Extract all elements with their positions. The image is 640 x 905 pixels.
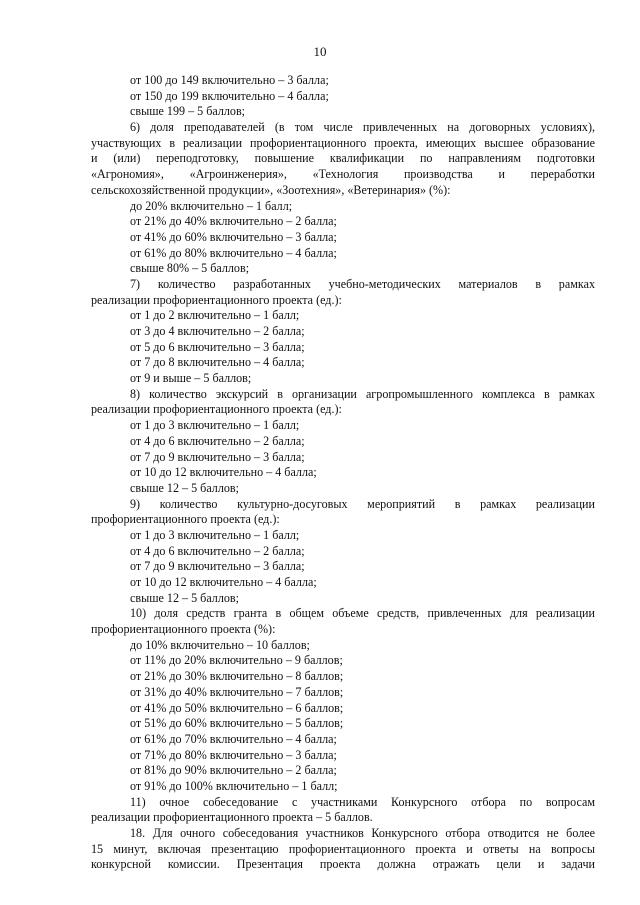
text-line: от 81% до 90% включительно – 2 балла; — [130, 763, 337, 778]
text-line: реализации профориентационного проекта – 5 баллов. — [91, 810, 373, 825]
text-line: конкурсной комиссии. Презентация проекта должна отражать цели и задачи — [91, 857, 595, 872]
text-line: свыше 12 – 5 баллов; — [130, 480, 239, 495]
text-line: «Агрономия», «Агроинженерия», «Технология производства и переработки — [91, 167, 595, 182]
text-line: до 10% включительно – 10 баллов; — [130, 637, 310, 652]
text-line: от 4 до 6 включительно – 2 балла; — [130, 543, 305, 558]
text-line: от 1 до 3 включительно – 1 балл; — [130, 418, 300, 433]
text-line: от 1 до 3 включительно – 1 балл; — [130, 527, 300, 542]
text-line: 6) доля преподавателей (в том числе привлеченных на договорных условиях), — [130, 120, 595, 135]
text-line: от 150 до 199 включительно – 4 балла; — [130, 88, 329, 103]
document-body — [91, 73, 595, 873]
text-line: 8) количество экскурсий в организации агропромышленного комплекса в рамках — [130, 386, 595, 401]
text-line: от 51% до 60% включительно – 5 баллов; — [130, 716, 344, 731]
text-line: сельскохозяйственной продукции», «Зоотехния», «Ветеринария» (%): — [91, 182, 451, 197]
text-line: профориентационного проекта (ед.): — [91, 512, 280, 527]
text-line: от 7 до 9 включительно – 3 балла; — [130, 449, 305, 464]
text-line: 15 минут, включая презентацию профориентационного проекта и ответы на вопросы — [91, 841, 595, 856]
text-line: свыше 12 – 5 баллов; — [130, 590, 239, 605]
text-line: участвующих в реализации профориентационного проекта, имеющих высшее образование — [91, 135, 595, 150]
page-number: 10 — [313, 44, 327, 59]
text-line: от 11% до 20% включительно – 9 баллов; — [130, 653, 343, 668]
text-line: 7) количество разработанных учебно-методических материалов в рамках — [130, 276, 595, 291]
text-line: 18. Для очного собеседования участников Конкурсного отбора отводится не более — [130, 826, 595, 840]
text-line: профориентационного проекта (%): — [91, 622, 276, 637]
text-line: 9) количество культурно-досуговых мероприятий в рамках реализации — [130, 496, 595, 511]
text-line: реализации профориентационного проекта (ед.): — [91, 292, 342, 307]
text-line: от 7 до 8 включительно – 4 балла; — [130, 355, 305, 370]
text-line: от 21% до 40% включительно – 2 балла; — [130, 214, 337, 229]
text-line: от 41% до 60% включительно – 3 балла; — [130, 229, 337, 244]
text-line: от 91% до 100% включительно – 1 балл; — [130, 778, 338, 793]
text-line: 10) доля средств гранта в общем объеме средств, привлеченных для реализации — [130, 606, 595, 621]
text-line: от 4 до 6 включительно – 2 балла; — [130, 433, 305, 448]
text-line: от 31% до 40% включительно – 7 баллов; — [130, 684, 344, 699]
text-line: от 10 до 12 включительно – 4 балла; — [130, 465, 317, 480]
text-line: от 61% до 80% включительно – 4 балла; — [130, 245, 337, 260]
text-line: свыше 80% – 5 баллов; — [130, 261, 250, 276]
text-line: 11) очное собеседование с участниками Конкурсного отбора по вопросам — [130, 794, 595, 809]
text-line: от 71% до 80% включительно – 3 балла; — [130, 747, 337, 762]
text-line: от 100 до 149 включительно – 3 балла; — [130, 73, 329, 87]
text-line: до 20% включительно – 1 балл; — [130, 198, 293, 213]
text-line: от 10 до 12 включительно – 4 балла; — [130, 575, 317, 589]
text-line: реализации профориентационного проекта (ед.): — [91, 402, 342, 417]
text-line: от 41% до 50% включительно – 6 баллов; — [130, 700, 344, 715]
text-line: от 1 до 2 включительно – 1 балл; — [130, 308, 300, 323]
text-line: от 21% до 30% включительно – 8 баллов; — [130, 669, 344, 684]
text-line: от 61% до 70% включительно – 4 балла; — [130, 731, 337, 746]
text-line: от 9 и выше – 5 баллов; — [130, 371, 252, 386]
text-line: от 7 до 9 включительно – 3 балла; — [130, 559, 305, 574]
text-line: от 3 до 4 включительно – 2 балла; — [130, 324, 305, 338]
text-line: свыше 199 – 5 баллов; — [130, 104, 246, 119]
text-line: от 5 до 6 включительно – 3 балла; — [130, 339, 305, 354]
text-line: и (или) переподготовку, повышение квалификации по направлениям подготовки — [91, 151, 595, 166]
